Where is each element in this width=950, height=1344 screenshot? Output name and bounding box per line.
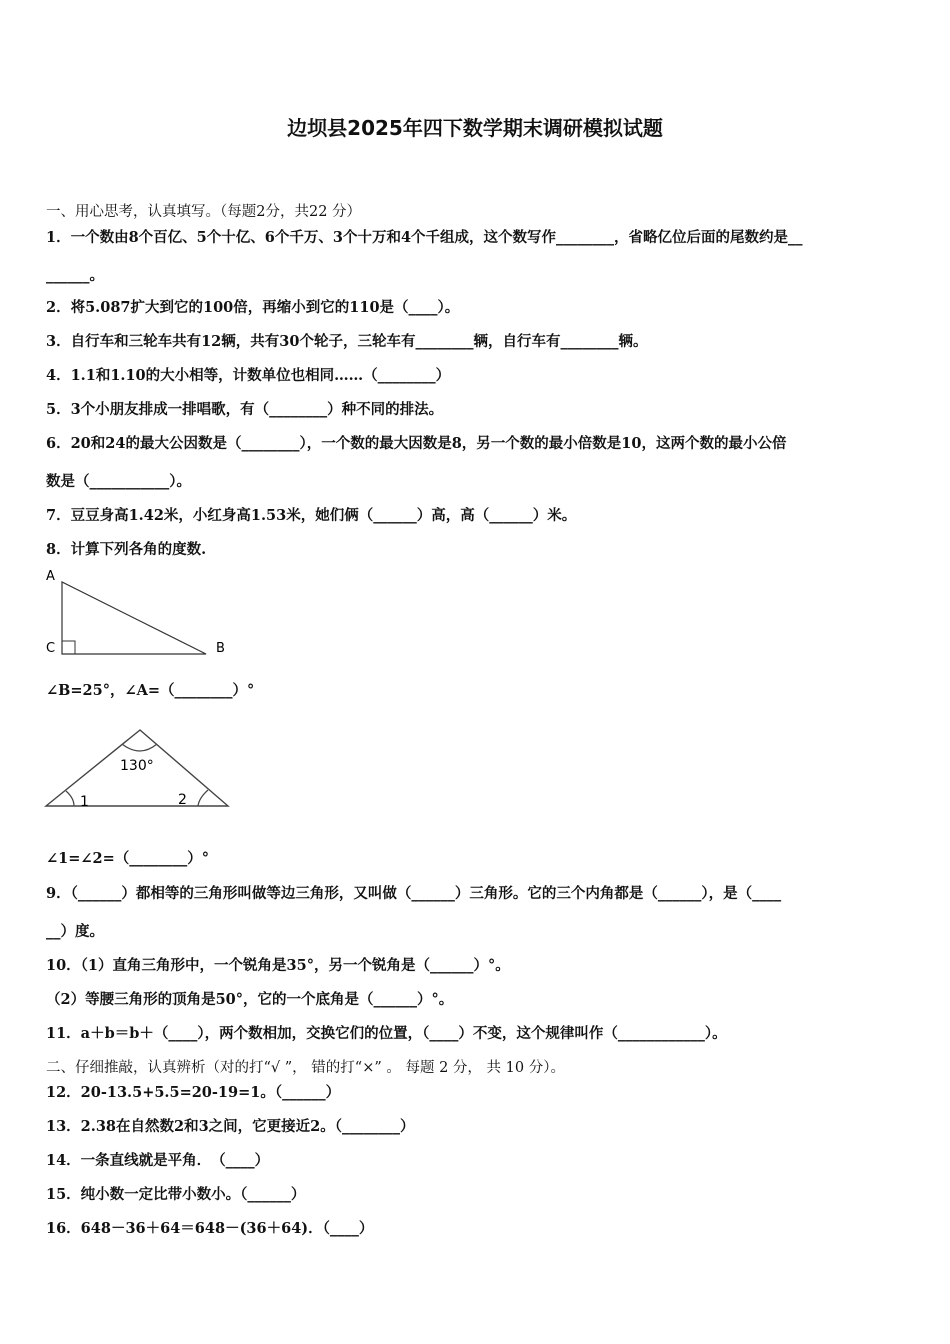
question-8-part-1: ∠B=25°，∠A=（________）° (46, 682, 255, 699)
top-angle-label: 130° (120, 758, 154, 774)
angle-1-label: 1 (80, 794, 89, 810)
question-9: 9．（______）都相等的三角形叫做等边三角形，又叫做（______）三角形。它的三个内角都是（______），是（____ (46, 885, 782, 902)
obtuse-triangle-figure (44, 724, 244, 814)
angle-2-arc (198, 790, 208, 806)
angle-2-label: 2 (178, 792, 187, 808)
vertex-label-a: A (46, 569, 55, 584)
top-angle-arc (122, 744, 157, 751)
page-title: 边坝县2025年四下数学期末调研模拟试题 (287, 116, 663, 140)
question-16: 16．648－36＋64＝648－(36＋64)．（____） (46, 1220, 374, 1237)
question-9-continued: __）度。 (46, 923, 104, 940)
section-heading-2: 二、仔细推敲，认真辨析（对的打“√ ”， 错的打“×” 。 每题 2 分， 共 10 分）。 (46, 1060, 565, 1076)
question-2: 2．将5.087扩大到它的100倍，再缩小到它的110是（____）。 (46, 299, 460, 316)
question-10-part-2: （2）等腰三角形的顶角是50°，它的一个底角是（______）°。 (46, 991, 454, 1008)
triangle-abc (62, 582, 206, 654)
question-11: 11．a＋b＝b＋（____），两个数相加，交换它们的位置，（____）不变，这个规律叫作（____________）。 (46, 1025, 727, 1042)
right-triangle-figure (44, 566, 244, 662)
question-10-part-1: 10．（1）直角三角形中，一个锐角是35°，另一个锐角是（______）°。 (46, 957, 510, 974)
question-8: 8．计算下列各角的度数. (46, 541, 207, 558)
angle-1-arc (66, 791, 74, 806)
question-1: 1．一个数由8个百亿、5个十亿、6个千万、3个十万和4个千组成，这个数写作________，省略亿位后面的尾数约是__ (46, 229, 803, 246)
question-13: 13．2.38在自然数2和3之间，它更接近2。（________） (46, 1118, 415, 1135)
vertex-label-c: C (46, 641, 56, 656)
question-3: 3．自行车和三轮车共有12辆，共有30个轮子，三轮车有________辆，自行车有________辆。 (46, 333, 648, 350)
question-6: 6．20和24的最大公因数是（________），一个数的最大因数是8，另一个数的最小倍数是10，这两个数的最小公倍 (46, 435, 787, 452)
question-7: 7．豆豆身高1.42米，小红身高1.53米，她们俩（______）高，高（______）米。 (46, 507, 577, 524)
question-15: 15．纯小数一定比带小数小。（______） (46, 1186, 306, 1203)
question-1-continued: ______。 (46, 267, 104, 284)
right-angle-mark (62, 641, 75, 654)
vertex-label-b: B (216, 641, 225, 656)
question-4: 4．1.1和1.10的大小相等，计数单位也相同……（________） (46, 367, 451, 384)
question-6-continued: 数是（___________）。 (46, 473, 191, 490)
question-14: 14．一条直线就是平角． （____） (46, 1152, 270, 1169)
question-12: 12．20-13.5+5.5=20-19=1。（______） (46, 1084, 341, 1101)
section-heading-1: 一、用心思考，认真填写。（每题2分，共22 分） (46, 204, 362, 220)
question-5: 5．3个小朋友排成一排唱歌，有（________）种不同的排法。 (46, 401, 444, 418)
question-8-part-2: ∠1=∠2=（________）° (46, 850, 210, 867)
